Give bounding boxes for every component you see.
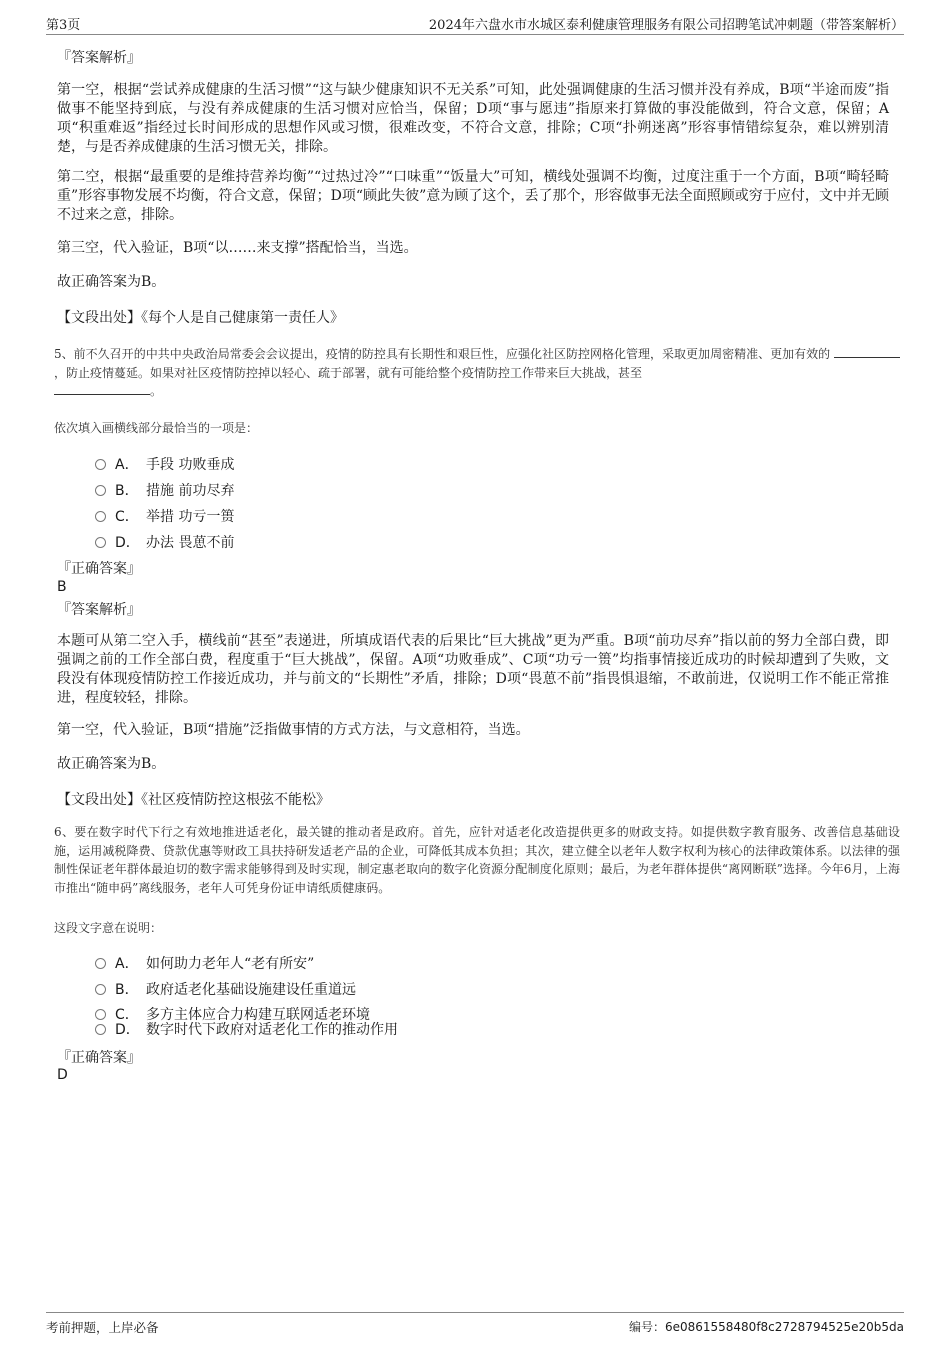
q4-analysis-p1: 第一空，根据“尝试养成健康的生活习惯”“这与缺少健康知识不无关系”可知，此处强调健康的生活习惯并没有养成，B项“半途而废”指做事不能坚持到底，与没有养成健康的生活习惯对应恰当，保留；D项“事与愿违”指原来打算做的事没能做到，符合文意，保留；A项“积重难返”指经过长时间形成的思想作风或习惯，很难改变，不符合文意，排除；C项“扑朔迷离”形容事情错综复杂，难以辨别清楚，与是否养成健康的生活习惯无关，排除。	[57, 82, 889, 155]
q5-answer-label: 『正确答案』	[57, 561, 141, 577]
q5-analysis-p1: 本题可从第二空入手，横线前“甚至”表递进，所填成语代表的后果比“巨大挑战”更为严重。B项“前功尽弃”指以前的努力全部白费，即强调之前的工作全部白费，程度重于“巨大挑战”，保留。A项“功败垂成”、C项“功亏一篑”均指事情接近成功的时候却遭到了失败，文段没有体现疫情防控工作接近成功，并与前文的“长期性”矛盾，排除；D项“畏葸不前”指畏惧退缩，不敢前进，仅说明工作不能正常推进，程度较轻，排除。	[57, 633, 889, 706]
q5-stem-part-d: 。	[150, 384, 163, 398]
q5-stem-part-c: ，防止疫情蔓延。如果对社区疫情防控掉以轻心、疏于部署，就有可能给整个疫情防控工作带来巨大挑战，甚至	[54, 365, 643, 380]
q5-prompt: 依次填入画横线部分最恰当的一项是：	[54, 421, 259, 435]
q6-answer: D	[57, 1067, 68, 1083]
radio-icon[interactable]	[95, 1024, 106, 1035]
radio-icon[interactable]	[95, 984, 106, 995]
q4-analysis-p3: 第三空，代入验证，B项“以……来支撑”搭配恰当，当选。	[57, 240, 418, 256]
radio-icon[interactable]	[95, 459, 106, 470]
q6-option-c[interactable]: C． 多方主体应合力构建互联网适老环境	[95, 1004, 370, 1024]
radio-icon[interactable]	[95, 537, 106, 548]
q6-option-d[interactable]: D． 数字时代下政府对适老化工作的推动作用	[95, 1019, 398, 1039]
footer-slogan: 考前押题，上岸必备	[46, 1320, 159, 1335]
option-text: 政府适老化基础设施建设任重道远	[146, 982, 356, 998]
q5-answer: B	[57, 579, 67, 595]
option-text: 措施 前功尽弃	[146, 483, 235, 499]
q6-answer-label: 『正确答案』	[57, 1050, 141, 1066]
option-text: 多方主体应合力构建互联网适老环境	[146, 1007, 370, 1023]
q4-analysis-label: 『答案解析』	[57, 50, 141, 66]
q5-option-d[interactable]: D． 办法 畏葸不前	[95, 532, 234, 552]
option-text: 举措 功亏一篑	[146, 509, 235, 525]
q4-analysis-p2: 第二空，根据“最重要的是维持营养均衡”“过热过冷”“口味重”“饭量大”可知，横线处强调不均衡，过度注重于一个方面，B项“畸轻畸重”形容事物发展不均衡，符合文意，保留；D项“顾此失彼”意为顾了这个，丢了那个，形容做事无法全面照顾或穷于应付，文中并无顾不过来之意，排除。	[57, 169, 889, 223]
q5-option-c[interactable]: C． 举措 功亏一篑	[95, 506, 234, 526]
q6-prompt: 这段文字意在说明：	[54, 921, 163, 935]
q5-blank-1	[834, 345, 900, 358]
radio-icon[interactable]	[95, 511, 106, 522]
page-footer	[46, 1312, 904, 1337]
q5-blank-2	[54, 382, 150, 395]
q6-option-b[interactable]: B． 政府适老化基础设施建设任重道远	[95, 979, 356, 999]
q4-analysis-p4: 故正确答案为B。	[57, 274, 166, 290]
option-text: 如何助力老年人“老有所安”	[146, 956, 315, 972]
option-text: 办法 畏葸不前	[146, 535, 235, 551]
radio-icon[interactable]	[95, 485, 106, 496]
q5-option-a[interactable]: A． 手段 功败垂成	[95, 454, 234, 474]
q5-analysis-label: 『答案解析』	[57, 602, 141, 618]
page-header	[46, 14, 904, 35]
q4-source: 【文段出处】《每个人是自己健康第一责任人》	[57, 310, 344, 326]
q5-stem-part-b: 效的	[806, 347, 831, 361]
q6-stem: 6、要在数字时代下行之有效地推进适老化，最关键的推动者是政府。首先，应针对适老化改造提供更多的财政支持。如提供数字教育服务、改善信息基础设施，运用减税降费、贷款优惠等财政工具扶持研发适老产品的企业，可降低其成本负担；其次，建立健全以老年人数字权利为核心的法律政策体系。以法律的强制性保证老年群体最迫切的数字需求能够得到及时实现，制定惠老取向的数字化资源分配制度化原则；最后，为老年群体提供“离网断联”选择。今年6月，上海市推出“随申码”离线服务，老年人可凭身份证申请纸质健康码。	[54, 825, 900, 895]
q5-analysis-p2: 第一空，代入验证，B项“措施”泛指做事情的方式方法，与文意相符，当选。	[57, 722, 530, 738]
q5-analysis-p3: 故正确答案为B。	[57, 756, 166, 772]
q6-option-a[interactable]: A． 如何助力老年人“老有所安”	[95, 953, 314, 973]
q5-source: 【文段出处】《社区疫情防控这根弦不能松》	[57, 792, 330, 808]
option-text: 数字时代下政府对适老化工作的推动作用	[146, 1022, 398, 1038]
option-text: 手段 功败垂成	[146, 457, 235, 473]
page-number: 第3页	[46, 18, 81, 33]
q5-option-b[interactable]: B． 措施 前功尽弃	[95, 480, 234, 500]
q5-stem-part-a: 5、前不久召开的中共中央政治局常委会会议提出，疫情的防控具有长期性和艰巨性，应强化社区防控网格化管理，采取更加周密精准、更加有	[54, 347, 807, 361]
radio-icon[interactable]	[95, 958, 106, 969]
document-title: 2024年六盘水市水城区泰利健康管理服务有限公司招聘笔试冲刺题（带答案解析）	[428, 18, 904, 33]
q5-stem	[54, 345, 900, 401]
document-code: 编号：6e0861558480f8c2728794525e20b5da	[628, 1320, 904, 1334]
